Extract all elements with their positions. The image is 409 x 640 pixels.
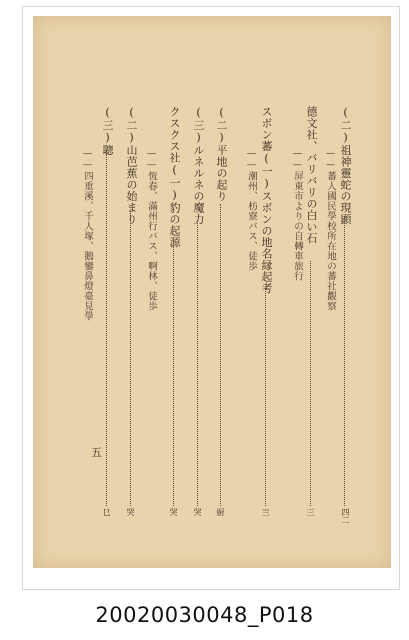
page-number: 五 [91, 446, 102, 459]
toc-entry-title: (二)祖神靈蛇の現顕 [339, 106, 352, 225]
toc-page-number: 四二 [341, 508, 350, 524]
toc-entry-title: 德文社、バリバリの白い石 [305, 106, 318, 244]
dot-leader [344, 216, 345, 506]
toc-entry-subtitle: ——潮州、枋寮バス、徒歩 [246, 148, 257, 271]
toc-entry-title: スボン蕃(一)スボンの地名縁起考 [260, 106, 273, 294]
toc-page-number: 哭 [193, 508, 202, 516]
toc-page-number: 三 [306, 508, 315, 516]
toc-entry-title: クスクス社(一)豹の起源 [168, 106, 181, 248]
toc-page-number: 㕑 [216, 508, 225, 516]
toc-entry-title: (三)聰 [101, 106, 114, 156]
dot-leader [173, 241, 174, 506]
dot-leader [106, 150, 107, 506]
dot-leader [130, 211, 131, 506]
toc-entry-title: (二)山芭蕉の始まり [125, 106, 138, 225]
toc-entry-subtitle: ——屏東市よりの自轉車旅行 [292, 148, 303, 281]
toc-entry-subtitle: ——四重溪、千人塚、鵝鑾鼻燈臺見學 [82, 148, 93, 321]
dot-leader [310, 261, 311, 506]
dot-leader [265, 288, 266, 506]
image-caption: 20020030048_P018 [95, 603, 314, 627]
dot-leader [220, 204, 221, 506]
toc-entry-title: (二)平地の起り [215, 106, 228, 202]
toc-page-number: 亖 [261, 508, 270, 516]
toc-page-number: 哭 [169, 508, 178, 516]
toc-entry-subtitle: ——恆春、滿州行バス、啊林、徒歩 [146, 148, 157, 311]
toc-page-number: 㔾 [102, 508, 111, 516]
book-page [33, 16, 391, 568]
toc-entry-subtitle: ——蕃人國民學校所在地の蕃社觀察 [325, 148, 336, 311]
toc-page-number: 哭 [126, 508, 135, 516]
dot-leader [197, 221, 198, 506]
toc-entry-title: (三)ルネルネの魔力 [192, 106, 205, 225]
